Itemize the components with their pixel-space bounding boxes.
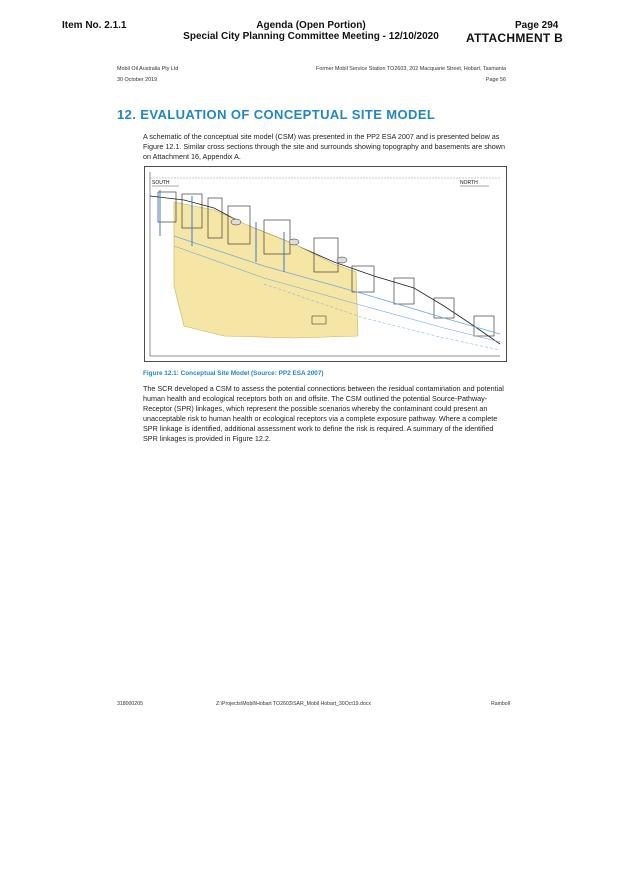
- agenda-line-1: Agenda (Open Portion): [256, 20, 366, 31]
- attachment-label: ATTACHMENT B: [466, 31, 564, 45]
- project-number: 318000205: [117, 701, 143, 707]
- item-number: Item No. 2.1.1: [62, 20, 127, 31]
- conceptual-site-model-figure: [144, 166, 507, 362]
- agenda-line-2: Special City Planning Committee Meeting - 12/10/2020: [183, 31, 439, 42]
- label-north: NORTH: [460, 180, 478, 186]
- figure-caption: Figure 12.1: Conceptual Site Model (Source: PP2 ESA 2007): [143, 370, 324, 377]
- site-name: Former Mobil Service Station TO2603, 202 Macquarie Street, Hobart, Tasmania: [316, 66, 506, 72]
- file-path: Z:\Projects\Mobil\Hobart TO2603\SAR_Mobil Hobart_30Oct19.docx: [216, 701, 371, 707]
- section-heading: 12. EVALUATION OF CONCEPTUAL SITE MODEL: [117, 107, 436, 122]
- tank-1: [231, 219, 241, 225]
- agenda-title: [150, 20, 472, 42]
- csm-paragraph: The SCR developed a CSM to assess the potential connections between the residual contamination and potential human health and ecological receptors both on and offsite. The CSM outlined the potential Source-Pathway-Receptor (SPR) linkages, which represent the possible scenarios whereby the contaminant could present an unacceptable risk to human health or ecological receptors via a complete exposure pathway. Where a complete SPR linkage is identified, additional assessment work to define the risk is required. A summary of the identified SPR linkages is provided in Figure 12.2.: [143, 384, 504, 443]
- tank-3: [337, 257, 347, 263]
- intro-paragraph: A schematic of the conceptual site model (CSM) was presented in the PP2 ESA 2007 and is presented below as Figure 12.1. Similar cross sections through the site and surrounds showing topography and basements are shown on Attachment 16, Appendix A.: [143, 132, 505, 161]
- page-number: Page 294: [515, 20, 559, 31]
- doc-page-number: Page 56: [485, 77, 506, 83]
- document-date: 30 October 2019: [117, 77, 158, 83]
- label-south: SOUTH: [152, 180, 170, 186]
- tank-2: [289, 239, 299, 245]
- footer-company: Ramboll: [490, 701, 510, 707]
- company-name: Mobil Oil Australia Pty Ltd: [117, 66, 179, 72]
